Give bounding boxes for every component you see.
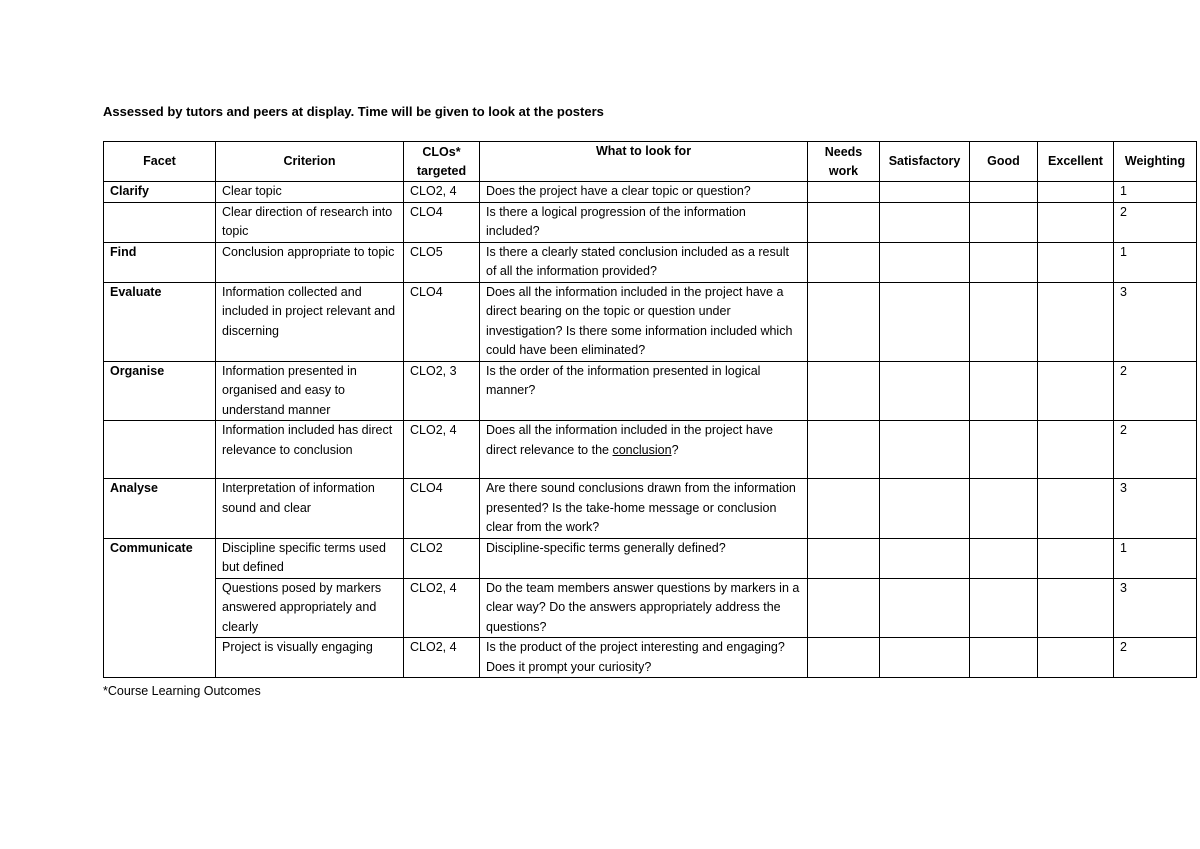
col-excellent: Excellent bbox=[1038, 142, 1114, 182]
what-cell: Is there a logical progression of the information included? bbox=[480, 202, 808, 242]
criterion-cell: Discipline specific terms used but defined bbox=[216, 538, 404, 578]
what-cell: Do the team members answer questions by markers in a clear way? Do the answers appropriately address the questions? bbox=[480, 578, 808, 638]
table-row bbox=[104, 479, 1197, 539]
criterion-cell: Conclusion appropriate to topic bbox=[216, 242, 404, 282]
criterion-cell: Clear direction of research into topic bbox=[216, 202, 404, 242]
col-criterion: Criterion bbox=[216, 142, 404, 182]
col-satisfactory: Satisfactory bbox=[880, 142, 970, 182]
criterion-cell: Clear topic bbox=[216, 182, 404, 203]
header-row bbox=[104, 142, 1197, 182]
table-row bbox=[104, 538, 1197, 578]
facet-cell: Organise bbox=[104, 361, 216, 421]
excellent-cell[interactable] bbox=[1038, 282, 1114, 361]
excellent-cell[interactable] bbox=[1038, 479, 1114, 539]
clos-cell: CLO2, 4 bbox=[404, 182, 480, 203]
table-row bbox=[104, 202, 1197, 242]
good-cell[interactable] bbox=[970, 479, 1038, 539]
rubric-table bbox=[103, 141, 1197, 678]
table-row bbox=[104, 242, 1197, 282]
table-row bbox=[104, 421, 1197, 479]
facet-cell bbox=[104, 578, 216, 638]
excellent-cell[interactable] bbox=[1038, 421, 1114, 479]
what-suffix: ? bbox=[671, 442, 679, 457]
weighting-cell: 1 bbox=[1114, 242, 1197, 282]
col-what-to-look-for: What to look for bbox=[480, 142, 808, 182]
what-cell: Is the order of the information presented in logical manner? bbox=[480, 361, 808, 421]
clos-cell: CLO4 bbox=[404, 282, 480, 361]
criterion-cell: Information presented in organised and easy to understand manner bbox=[216, 361, 404, 421]
col-weighting: Weighting bbox=[1114, 142, 1197, 182]
excellent-cell[interactable] bbox=[1038, 638, 1114, 678]
needs-work-cell[interactable] bbox=[808, 361, 880, 421]
clos-cell: CLO2, 4 bbox=[404, 421, 480, 479]
needs-work-cell[interactable] bbox=[808, 202, 880, 242]
weighting-cell: 3 bbox=[1114, 282, 1197, 361]
needs-work-cell[interactable] bbox=[808, 242, 880, 282]
good-cell[interactable] bbox=[970, 538, 1038, 578]
needs-work-cell[interactable] bbox=[808, 479, 880, 539]
facet-cell: Clarify bbox=[104, 182, 216, 203]
satisfactory-cell[interactable] bbox=[880, 361, 970, 421]
excellent-cell[interactable] bbox=[1038, 361, 1114, 421]
satisfactory-cell[interactable] bbox=[880, 538, 970, 578]
facet-cell bbox=[104, 202, 216, 242]
facet-cell: Communicate bbox=[104, 538, 216, 578]
what-text: Does all the information included in the project have direct relevance to the bbox=[486, 423, 773, 457]
page-heading: Assessed by tutors and peers at display. Time will be given to look at the posters bbox=[103, 104, 604, 119]
clos-cell: CLO5 bbox=[404, 242, 480, 282]
weighting-cell: 2 bbox=[1114, 202, 1197, 242]
good-cell[interactable] bbox=[970, 361, 1038, 421]
facet-cell: Evaluate bbox=[104, 282, 216, 361]
weighting-cell: 1 bbox=[1114, 538, 1197, 578]
what-cell: Are there sound conclusions drawn from the information presented? Is the take-home message or conclusion clear from the work? bbox=[480, 479, 808, 539]
criterion-cell: Project is visually engaging bbox=[216, 638, 404, 678]
good-cell[interactable] bbox=[970, 578, 1038, 638]
weighting-cell: 1 bbox=[1114, 182, 1197, 203]
good-cell[interactable] bbox=[970, 202, 1038, 242]
satisfactory-cell[interactable] bbox=[880, 421, 970, 479]
needs-work-cell[interactable] bbox=[808, 421, 880, 479]
satisfactory-cell[interactable] bbox=[880, 638, 970, 678]
good-cell[interactable] bbox=[970, 421, 1038, 479]
conclusion-underlined: conclusion bbox=[612, 442, 672, 457]
facet-cell: Find bbox=[104, 242, 216, 282]
excellent-cell[interactable] bbox=[1038, 538, 1114, 578]
good-cell[interactable] bbox=[970, 638, 1038, 678]
table-row bbox=[104, 282, 1197, 361]
col-clos: CLOs* targeted bbox=[404, 142, 480, 182]
criterion-cell: Interpretation of information sound and clear bbox=[216, 479, 404, 539]
good-cell[interactable] bbox=[970, 282, 1038, 361]
what-cell: Does all the information included in the project have a direct bearing on the topic or question under investigation? Is there some information included which could have been eliminated? bbox=[480, 282, 808, 361]
needs-work-cell[interactable] bbox=[808, 182, 880, 203]
what-cell: Does the project have a clear topic or question? bbox=[480, 182, 808, 203]
facet-cell: Analyse bbox=[104, 479, 216, 539]
facet-cell bbox=[104, 421, 216, 479]
weighting-cell: 2 bbox=[1114, 421, 1197, 479]
what-cell: Discipline-specific terms generally defined? bbox=[480, 538, 808, 578]
weighting-cell: 2 bbox=[1114, 361, 1197, 421]
needs-work-cell[interactable] bbox=[808, 578, 880, 638]
table-row bbox=[104, 182, 1197, 203]
clos-cell: CLO2, 4 bbox=[404, 578, 480, 638]
col-needs-work: Needs work bbox=[808, 142, 880, 182]
facet-cell bbox=[104, 638, 216, 678]
satisfactory-cell[interactable] bbox=[880, 242, 970, 282]
what-cell: Is the product of the project interesting and engaging? Does it prompt your curiosity? bbox=[480, 638, 808, 678]
footnote: *Course Learning Outcomes bbox=[103, 684, 261, 698]
satisfactory-cell[interactable] bbox=[880, 282, 970, 361]
table-row bbox=[104, 578, 1197, 638]
table-row bbox=[104, 638, 1197, 678]
satisfactory-cell[interactable] bbox=[880, 578, 970, 638]
good-cell[interactable] bbox=[970, 182, 1038, 203]
weighting-cell: 3 bbox=[1114, 578, 1197, 638]
clos-cell: CLO2, 3 bbox=[404, 361, 480, 421]
clos-cell: CLO2 bbox=[404, 538, 480, 578]
col-good: Good bbox=[970, 142, 1038, 182]
weighting-cell: 3 bbox=[1114, 479, 1197, 539]
what-cell bbox=[480, 421, 808, 479]
excellent-cell[interactable] bbox=[1038, 182, 1114, 203]
criterion-cell: Questions posed by markers answered appropriately and clearly bbox=[216, 578, 404, 638]
what-cell: Is there a clearly stated conclusion included as a result of all the information provided? bbox=[480, 242, 808, 282]
good-cell[interactable] bbox=[970, 242, 1038, 282]
excellent-cell[interactable] bbox=[1038, 578, 1114, 638]
clos-cell: CLO4 bbox=[404, 202, 480, 242]
clos-cell: CLO2, 4 bbox=[404, 638, 480, 678]
satisfactory-cell[interactable] bbox=[880, 182, 970, 203]
needs-work-cell[interactable] bbox=[808, 638, 880, 678]
needs-work-cell[interactable] bbox=[808, 538, 880, 578]
satisfactory-cell[interactable] bbox=[880, 479, 970, 539]
criterion-cell: Information collected and included in project relevant and discerning bbox=[216, 282, 404, 361]
criterion-cell: Information included has direct relevance to conclusion bbox=[216, 421, 404, 479]
col-facet: Facet bbox=[104, 142, 216, 182]
needs-work-cell[interactable] bbox=[808, 282, 880, 361]
table-row bbox=[104, 361, 1197, 421]
clos-cell: CLO4 bbox=[404, 479, 480, 539]
excellent-cell[interactable] bbox=[1038, 202, 1114, 242]
weighting-cell: 2 bbox=[1114, 638, 1197, 678]
satisfactory-cell[interactable] bbox=[880, 202, 970, 242]
excellent-cell[interactable] bbox=[1038, 242, 1114, 282]
